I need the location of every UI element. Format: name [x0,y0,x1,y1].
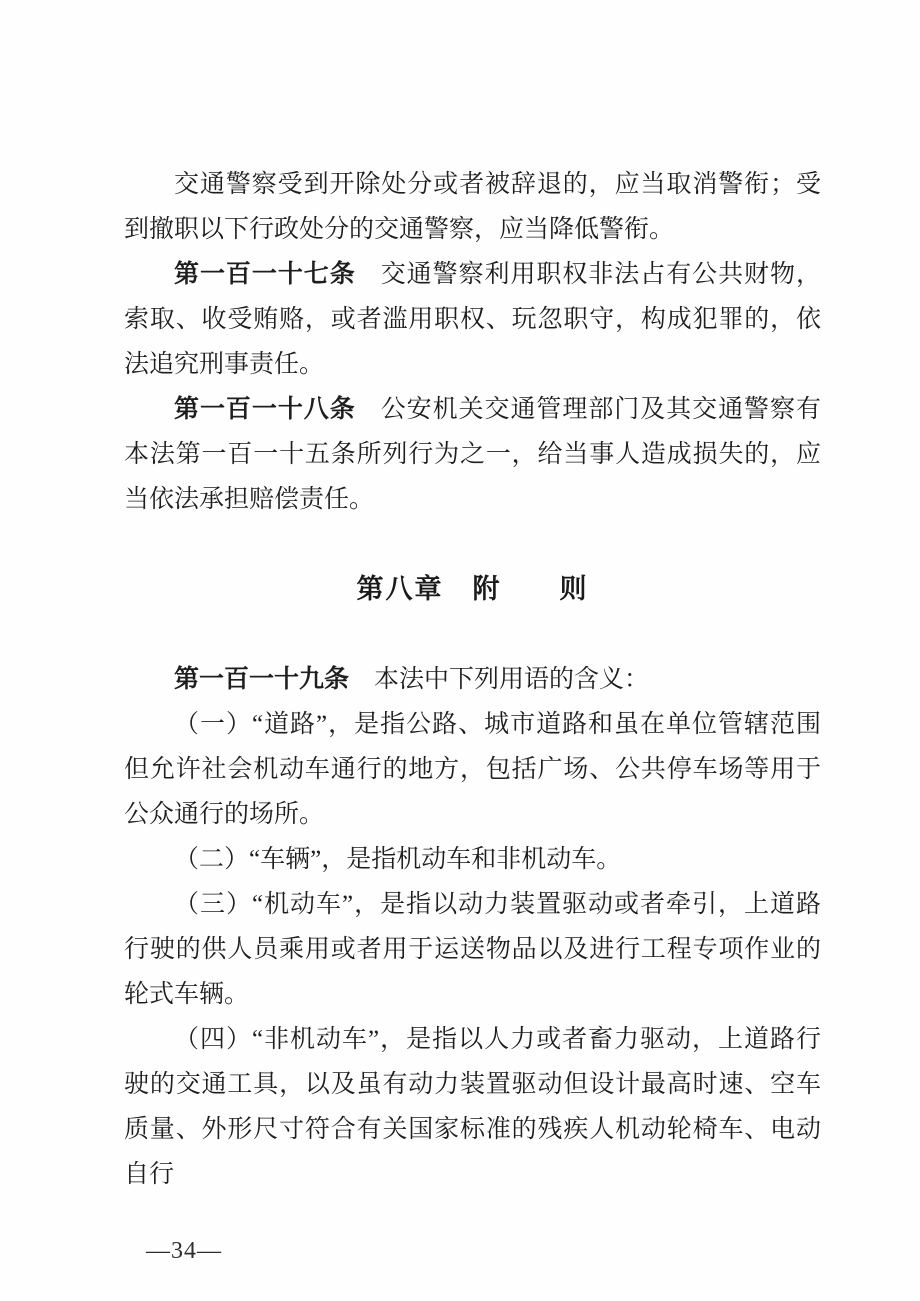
article-118-paragraph [124,387,821,522]
article-117-text: 交通警察利用职权非法占有公共财物，索取、收受贿赂，或者滥用职权、玩忽职守，构成犯罪的，依法追究刑事责任。 [124,261,821,378]
article-117-number: 第一百一十七条 [174,260,356,288]
article-118-number: 第一百一十八条 [174,395,356,423]
definition-item-4: （四）“非机动车”，是指以人力或者畜力驱动，上道路行驶的交通工具，以及虽有动力装置驱动但设计最高时速、空车质量、外形尺寸符合有关国家标准的残疾人机动轮椅车、电动自行 [124,1026,821,1188]
article-117-paragraph [124,252,821,387]
chapter-heading: 第八章 附 则 [356,574,589,604]
article-119-paragraph [124,657,821,702]
document-body [124,162,821,1197]
article-119-number: 第一百一十九条 [174,665,350,693]
definition-item-3: （三）“机动车”，是指以动力装置驱动或者牵引，上道路行驶的供人员乘用或者用于运送物品以及进行工程专项作业的轮式车辆。 [124,891,821,1008]
body-paragraph: 交通警察受到开除处分或者被辞退的，应当取消警衔；受到撤职以下行政处分的交通警察，应当降低警衔。 [124,171,821,243]
definition-item-1: （一）“道路”，是指公路、城市道路和虽在单位管辖范围但允许社会机动车通行的地方，包括广场、公共停车场等用于公众通行的场所。 [124,711,821,828]
page-number: —34— [146,1238,222,1264]
definition-item-2: （二）“车辆”，是指机动车和非机动车。 [174,846,622,873]
article-119-text: 本法中下列用语的含义： [374,666,650,693]
article-118-text: 公安机关交通管理部门及其交通警察有本法第一百一十五条所列行为之一，给当事人造成损失的，应当依法承担赔偿责任。 [124,396,821,513]
